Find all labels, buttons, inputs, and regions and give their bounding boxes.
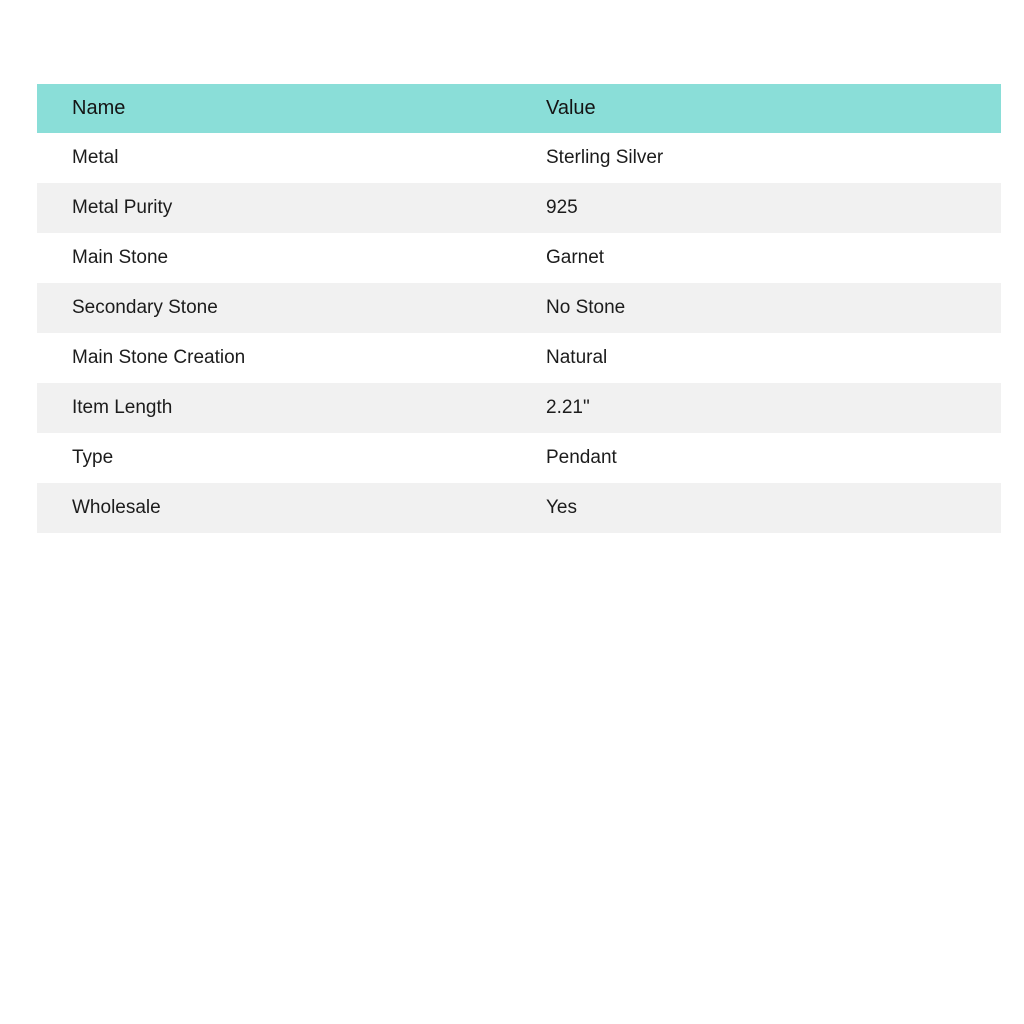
row-name: Main Stone <box>37 233 524 283</box>
row-name: Wholesale <box>37 483 524 533</box>
table-row <box>37 383 1001 433</box>
row-value: 925 <box>524 183 1001 233</box>
row-value: Sterling Silver <box>524 133 1001 183</box>
table-row <box>37 183 1001 233</box>
table-body <box>37 133 1001 533</box>
row-name: Metal <box>37 133 524 183</box>
table-header <box>37 84 1001 133</box>
table-row <box>37 283 1001 333</box>
row-value: 2.21" <box>524 383 1001 433</box>
row-value: Garnet <box>524 233 1001 283</box>
column-header-name: Name <box>37 84 524 133</box>
row-value: Natural <box>524 333 1001 383</box>
row-name: Secondary Stone <box>37 283 524 333</box>
row-name: Main Stone Creation <box>37 333 524 383</box>
row-value: Yes <box>524 483 1001 533</box>
column-header-value: Value <box>524 84 1001 133</box>
row-name: Type <box>37 433 524 483</box>
table-row <box>37 133 1001 183</box>
table-row <box>37 483 1001 533</box>
specifications-table <box>37 84 1001 533</box>
row-value: No Stone <box>524 283 1001 333</box>
table-row <box>37 333 1001 383</box>
table-row <box>37 233 1001 283</box>
table-row <box>37 433 1001 483</box>
row-value: Pendant <box>524 433 1001 483</box>
row-name: Item Length <box>37 383 524 433</box>
table-header-row <box>37 84 1001 133</box>
row-name: Metal Purity <box>37 183 524 233</box>
